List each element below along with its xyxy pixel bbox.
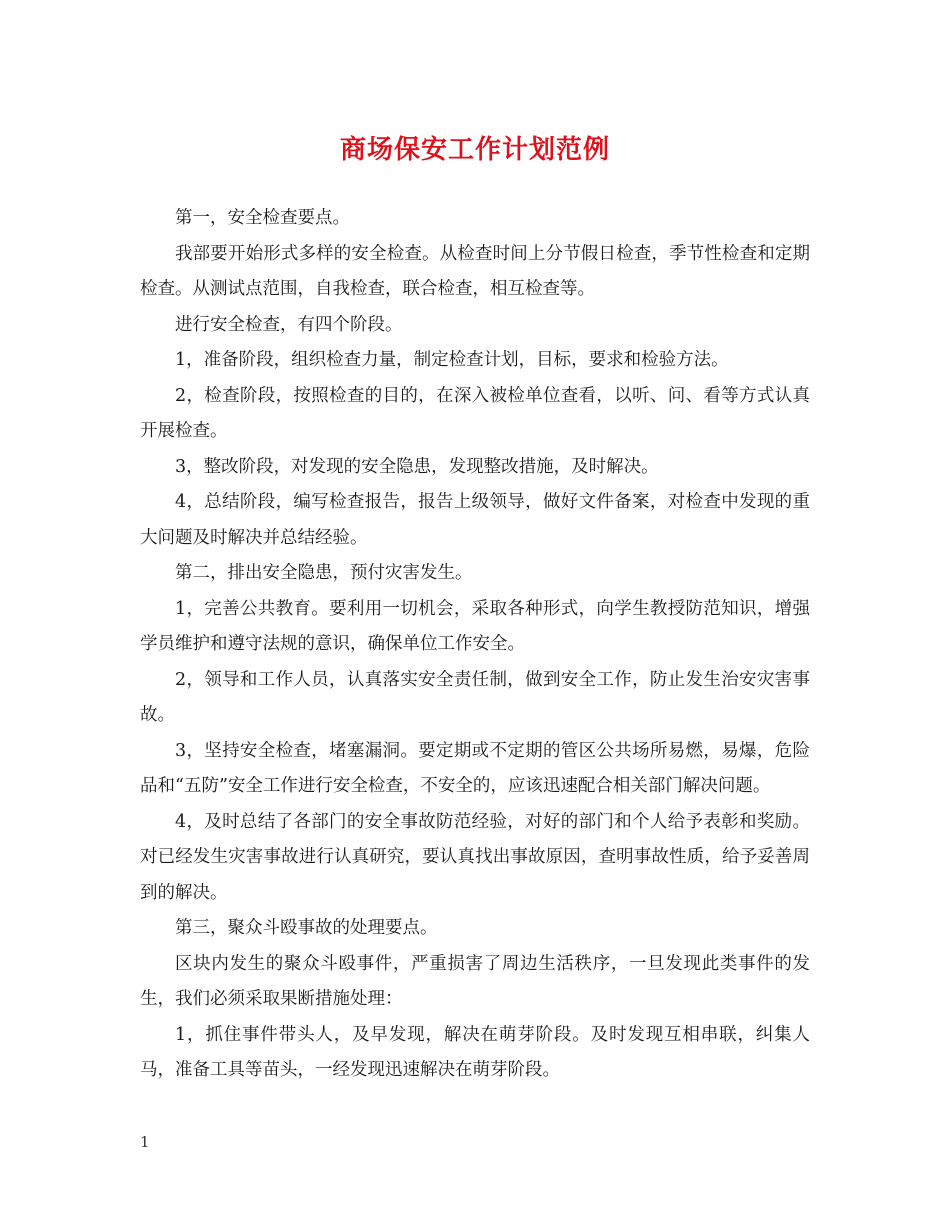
paragraph: 3，坚持安全检查，堵塞漏洞。要定期或不定期的管区公共场所易燃，易爆，危险品和“五防”安全工作进行安全检查，不安全的，应该迅速配合相关部门解决问题。: [140, 740, 810, 796]
document-title: 商场保安工作计划范例: [339, 135, 610, 165]
paragraph: 我部要开始形式多样的安全检查。从检查时间上分节假日检查，季节性检查和定期检查。从测试点范围，自我检查，联合检查，相互检查等。: [140, 243, 810, 299]
paragraph: 2，检查阶段，按照检查的目的，在深入被检单位查看，以听、问、看等方式认真开展检查。: [140, 385, 810, 441]
document-body: [140, 201, 810, 1089]
paragraph: 1，抓住事件带头人，及早发现，解决在萌芽阶段。及时发现互相串联，纠集人马，准备工具等苗头，一经发现迅速解决在萌芽阶段。: [140, 1024, 810, 1080]
page-number: 1: [140, 1133, 150, 1151]
paragraph: 第三，聚众斗殴事故的处理要点。: [175, 918, 438, 938]
paragraph: 1，准备阶段，组织检查力量，制定检查计划，目标，要求和检验方法。: [175, 350, 729, 370]
paragraph: 4，及时总结了各部门的安全事故防范经验，对好的部门和个人给予表彰和奖励。对已经发生灾害事故进行认真研究，要认真找出事故原因，查明事故性质，给予妥善周到的解决。: [140, 811, 810, 903]
paragraph: 1，完善公共教育。要利用一切机会，采取各种形式，向学生教授防范知识，增强学员维护和遵守法规的意识，确保单位工作安全。: [140, 598, 810, 654]
paragraph: 4，总结阶段，编写检查报告，报告上级领导，做好文件备案，对检查中发现的重大问题及时解决并总结经验。: [140, 492, 810, 548]
paragraph: 3，整改阶段，对发现的安全隐患，发现整改措施，及时解决。: [175, 456, 659, 477]
paragraph: 第一，安全检查要点。: [175, 208, 350, 228]
paragraph: 进行安全检查，有四个阶段。: [175, 314, 403, 335]
paragraph: 区块内发生的聚众斗殴事件，严重损害了周边生活秩序，一旦发现此类事件的发生，我们必须采取果断措施处理：: [140, 953, 810, 1009]
paragraph: 第二，排出安全隐患，预付灾害发生。: [175, 563, 473, 583]
paragraph: 2，领导和工作人员，认真落实安全责任制，做到安全工作，防止发生治安灾害事故。: [140, 669, 810, 725]
